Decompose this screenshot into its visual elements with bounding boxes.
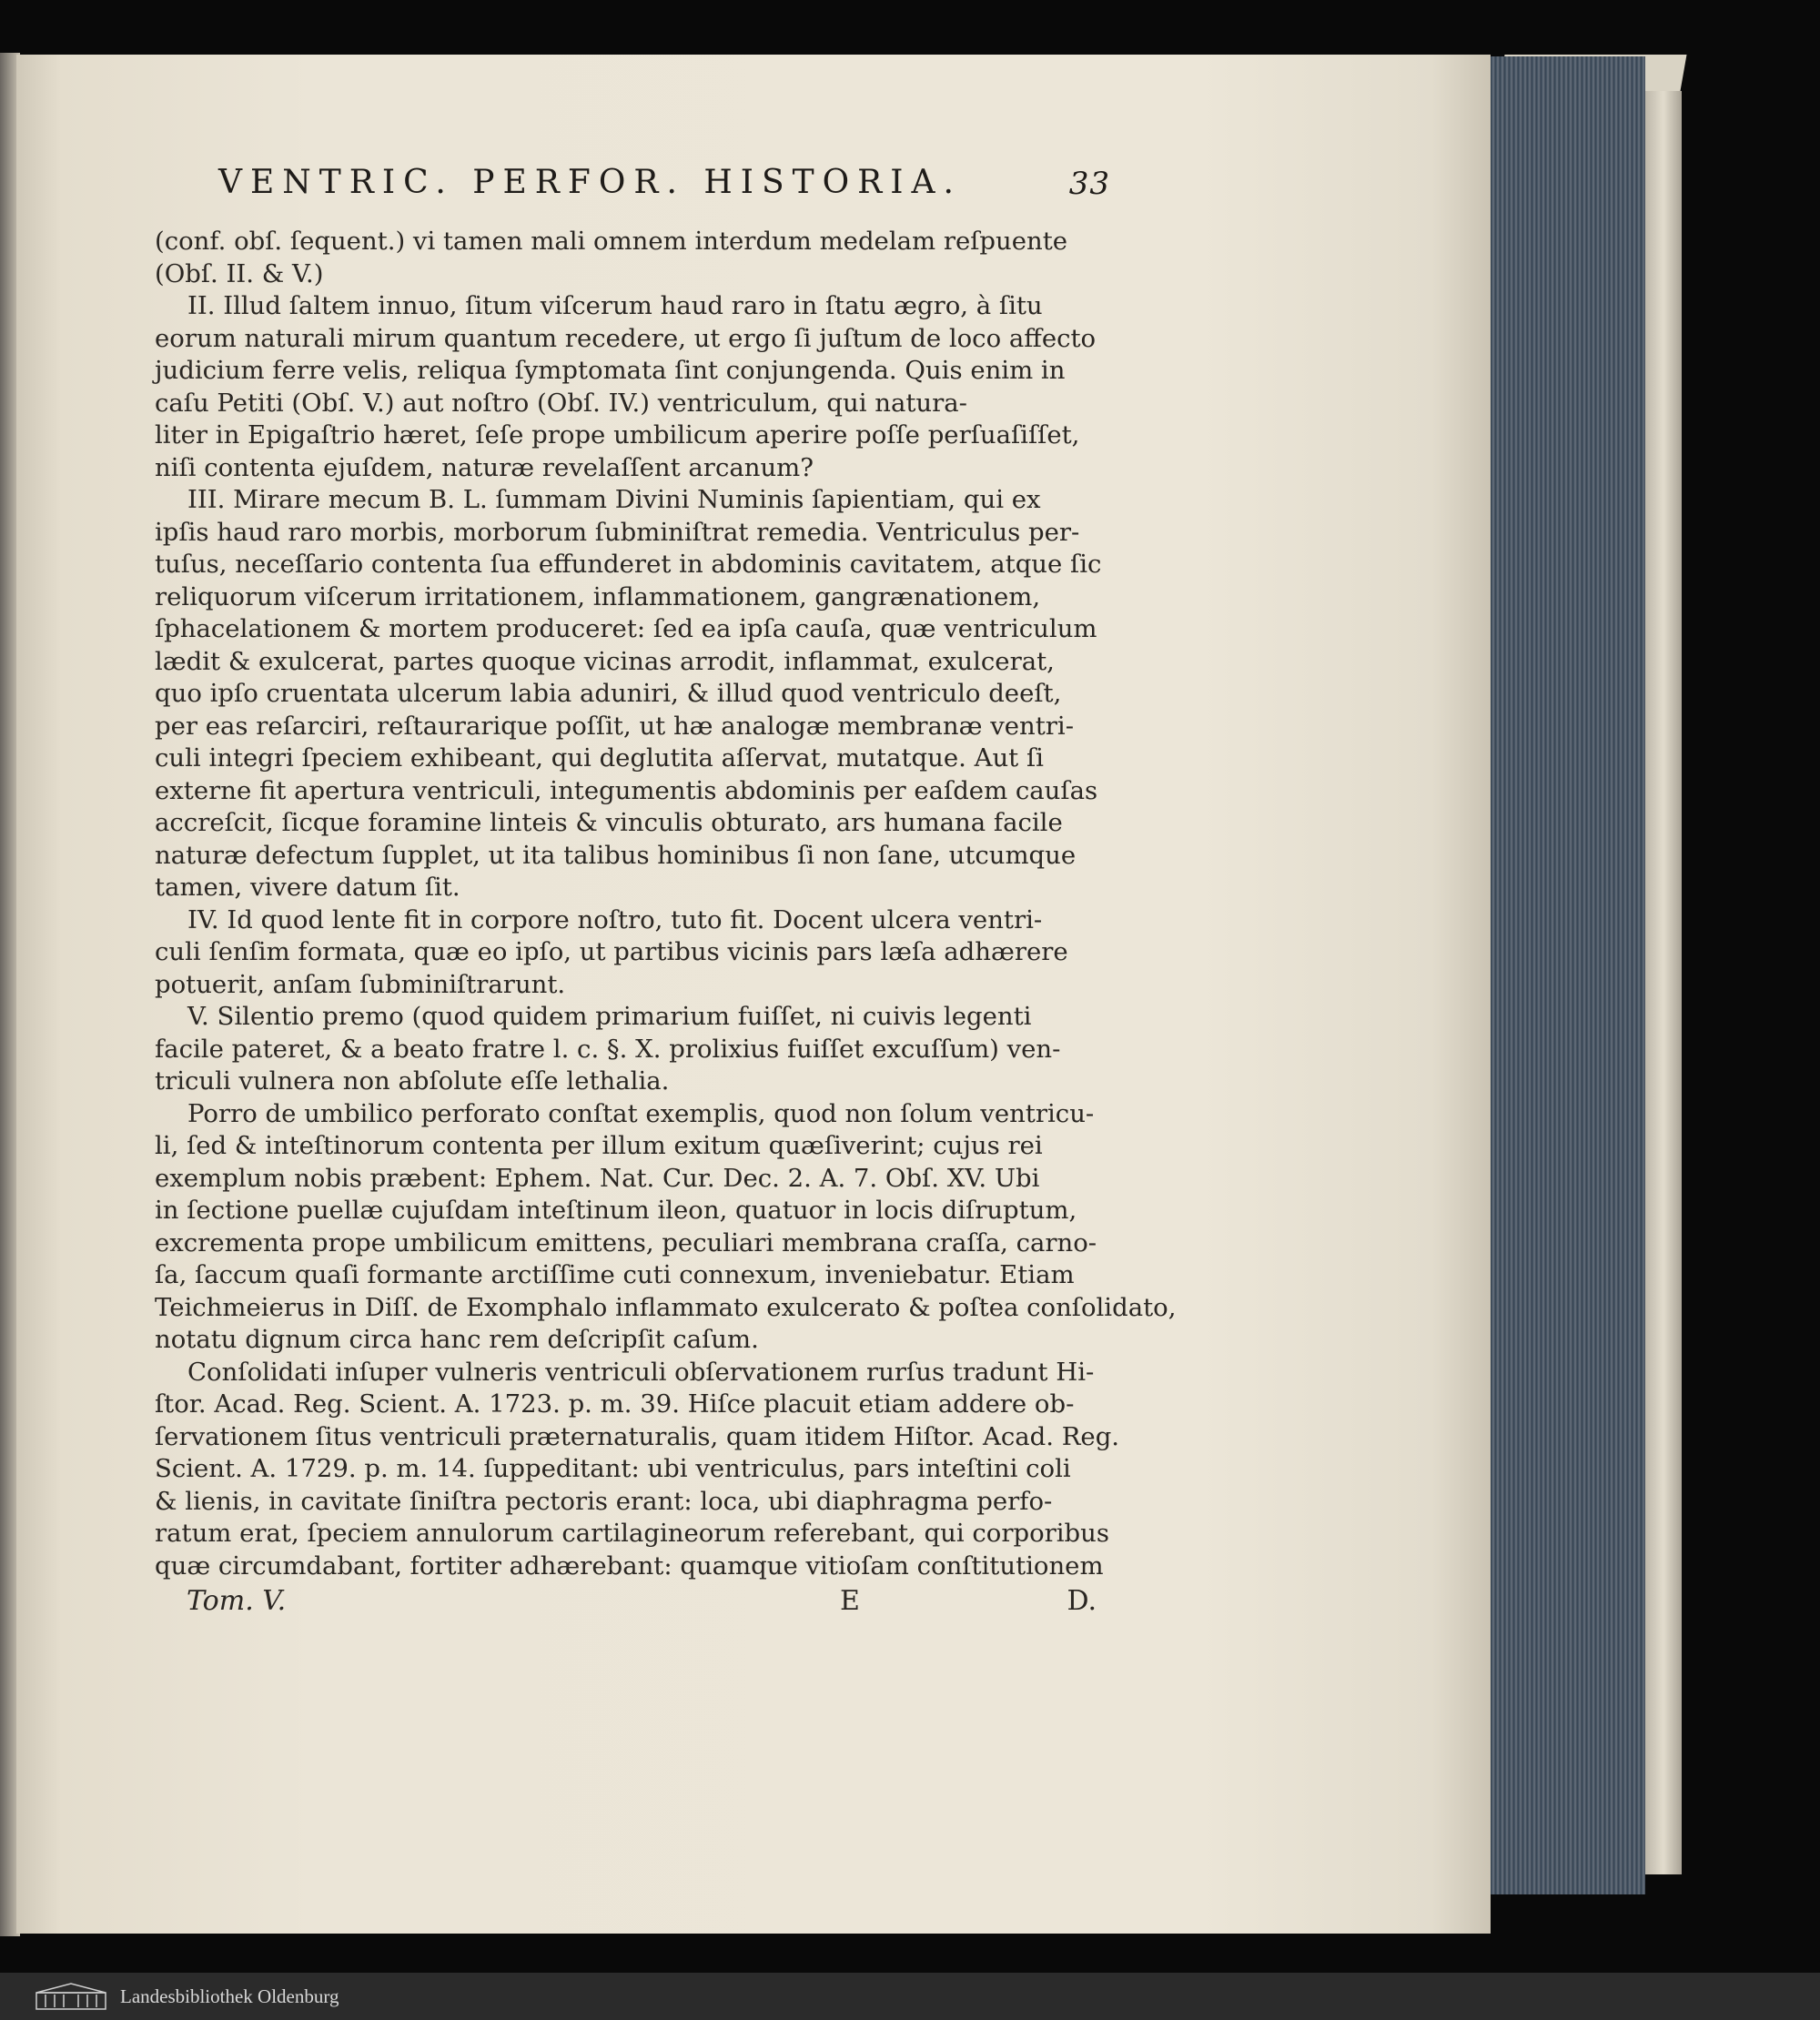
running-head-title: VENTRIC. PERFOR. HISTORIA. [218,164,962,201]
text-line: notatu dignum circa hanc rem deſcripſit caſum. [155,1325,759,1354]
text-line: eorum naturali mirum quantum recedere, ut ergo ſi juſtum de loco affecto [155,323,1097,353]
page-number: 33 [1068,166,1110,202]
text-line: quæ circumdabant, fortiter adhærebant: quamque vitioſam conſtitutionem [155,1550,1104,1581]
text-line: ratum erat, ſpeciem annulorum cartilagineorum referebant, qui corporibus [155,1519,1109,1548]
text-line: tuſus, neceſſario contenta ſua effunderet in abdominis cavitatem, atque ſic [155,550,1102,579]
catchword: D. [1067,1585,1097,1617]
text-line: (Obſ. II. & V.) [155,258,324,288]
text-line: V. Silentio premo (quod quidem primarium fuiſſet, ni cuivis legenti [187,1002,1032,1031]
text-line: ſervationem ſitus ventriculi præternaturalis, quam itidem Hiſtor. Acad. Reg. [155,1421,1120,1451]
text-line: li, ſed & inteſtinorum contenta per illum exitum quæſiverint; cujus rei [155,1131,1043,1160]
text-line: culi integri ſpeciem exhibeant, qui deglutita aſſervat, mutatque. Aut ſi [155,743,1044,773]
text-line: naturæ defectum ſupplet, ut ita talibus hominibus ſi non ſane, utcumque [155,840,1077,870]
text-line: judicium ferre velis, reliqua ſymptomata ſint conjungenda. Quis enim in [155,356,1066,385]
text-line: ſtor. Acad. Reg. Scient. A. 1723. p. m. 39. Hiſce placuit etiam addere ob- [155,1389,1075,1419]
text-line: liter in Epigaſtrio hæret, ſeſe prope umbilicum aperire poſſe perſuaſiſſet, [155,420,1080,449]
text-line: Scient. A. 1729. p. m. 14. ſuppeditant: ubi ventriculus, pars inteſtini coli [155,1454,1071,1483]
text-line: externe fit apertura ventriculi, integumentis abdominis per eaſdem cauſas [155,775,1098,805]
text-line: lædit & exulcerat, partes quoque vicinas arrodit, inflammat, exulcerat, [155,646,1055,676]
text-line: tamen, vivere datum ſit. [155,873,460,902]
text-line: Teichmeierus in Diſſ. de Exomphalo inflammato exulcerato & poſtea conſolidato, [155,1292,1177,1322]
page-fore-edge [1491,56,1645,1894]
text-line: ſphacelationem & mortem produceret: ſed ea ipſa cauſa, quæ ventriculum [155,614,1097,643]
text-line: in ſectione puellæ cujuſdam inteſtinum ileon, quatuor in locis diſruptum, [155,1196,1077,1225]
text-line: triculi vulnera non abſolute eſſe lethalia. [155,1066,670,1096]
text-line: (conf. obſ. ſequent.) vi tamen mali omnem interdum medelam reſpuente [155,227,1068,256]
library-name: Landesbibliothek Oldenburg [120,1985,339,2007]
library-building-icon [35,1982,107,2011]
library-footer-bar [0,1973,1820,2020]
page-footer [187,1585,1097,1621]
signature-mark: E [840,1585,860,1617]
page-body-text [155,226,1177,1582]
text-line: Conſolidati inſuper vulneris ventriculi obſervationem rurſus tradunt Hi- [187,1357,1095,1387]
text-line: Porro de umbilico perforato conſtat exemplis, quod non ſolum ventricu- [187,1098,1095,1128]
volume-mark: Tom. V. [187,1585,287,1617]
text-line: niſi contenta ejuſdem, naturæ revelaſſent arcanum? [155,452,814,482]
text-line: IV. Id quod lente fit in corpore noſtro, tuto fit. Docent ulcera ventri- [187,904,1043,934]
text-line: exemplum nobis præbent: Ephem. Nat. Cur. Dec. 2. A. 7. Obſ. XV. Ubi [155,1163,1040,1193]
text-line: quo ipſo cruentata ulcerum labia aduniri, & illud quod ventriculo deeſt, [155,679,1062,708]
text-line: & lienis, in cavitate ſiniſtra pectoris erant: loca, ubi diaphragma perfo- [155,1486,1053,1516]
text-line: ſa, ſaccum quaſi formante arctiſſime cuti connexum, inveniebatur. Etiam [155,1260,1075,1289]
text-line: caſu Petiti (Obſ. V.) aut noſtro (Obſ. IV.) ventriculum, qui natura- [155,388,967,418]
text-line: potuerit, anſam ſubminiſtrarunt. [155,969,566,999]
text-line: ipſis haud raro morbis, morborum ſubminiſtrat remedia. Ventriculus per- [155,517,1080,547]
text-line: facile pateret, & a beato fratre l. c. §. X. prolixius fuiſſet excuſſum) ven- [155,1034,1061,1064]
text-line: reliquorum viſcerum irritationem, inflammationem, gangrænationem, [155,581,1041,611]
text-line: accreſcit, ſicque foramine linteis & vinculis obturato, ars humana facile [155,808,1063,837]
text-line: II. Illud ſaltem innuo, ſitum viſcerum haud raro in ſtatu ægro, à ſitu [187,291,1043,320]
text-line: culi ſenſim formata, quæ eo ipſo, ut partibus vicinis pars læſa adhærere [155,937,1068,966]
text-line: III. Mirare mecum B. L. ſummam Divini Numinis ſapientiam, qui ex [187,485,1041,514]
text-line: per eas reſarciri, reſtaurarique poſſit, ut hæ analogæ membranæ ventri- [155,711,1074,741]
text-line: excrementa prope umbilicum emittens, peculiari membrana craſſa, carno- [155,1227,1097,1257]
book-cover-edge [1645,91,1682,1874]
